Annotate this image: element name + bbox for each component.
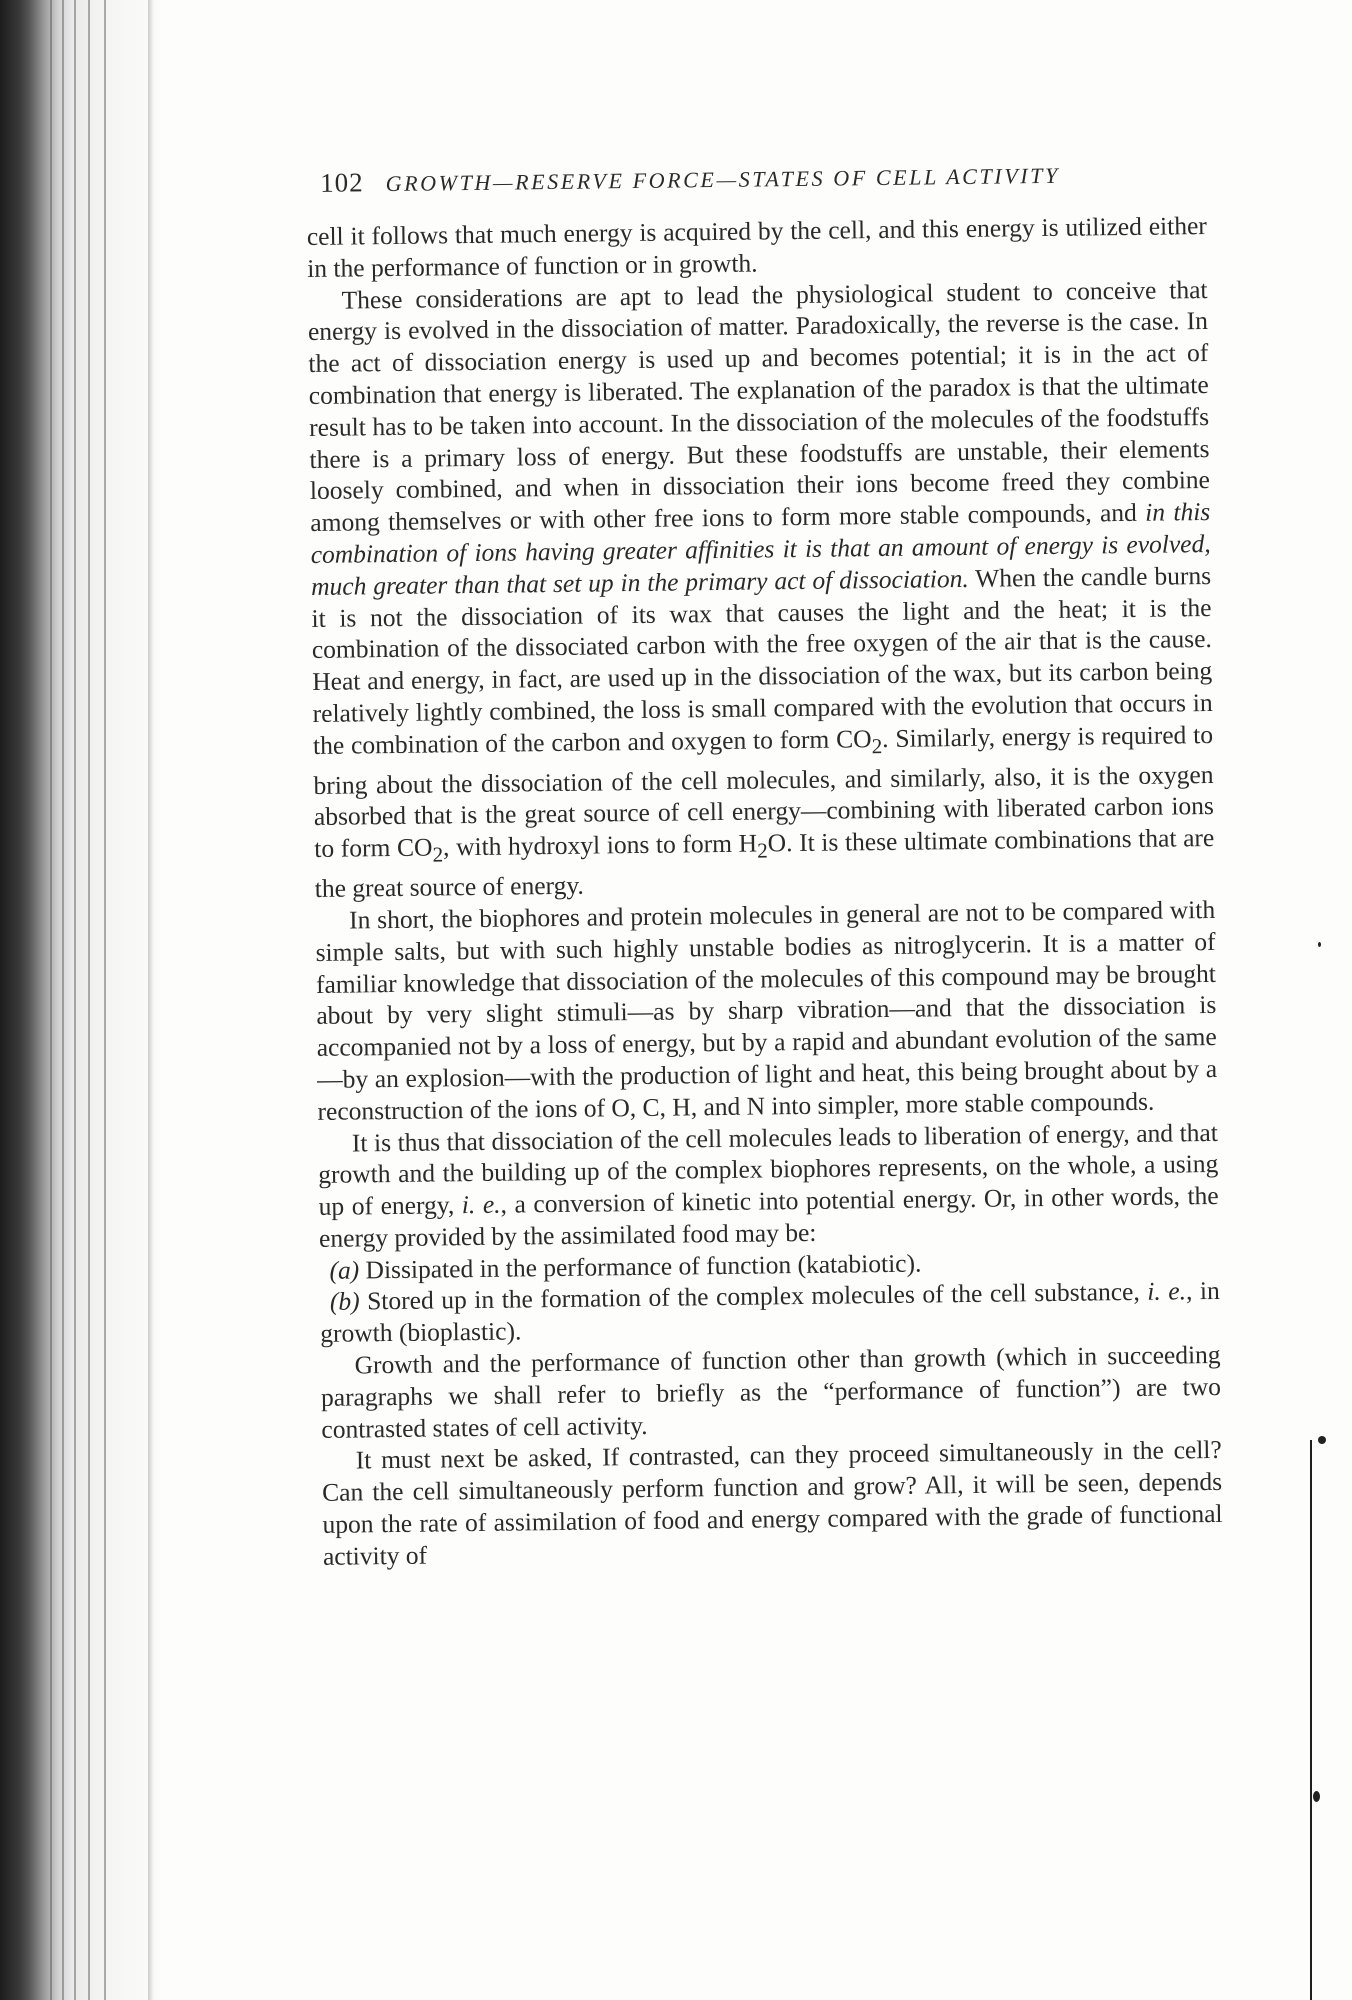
page-edge-line (88, 0, 90, 2000)
page-edge-line (62, 0, 64, 2000)
gutter-shadow (148, 0, 154, 2000)
formula-h2o: H (738, 828, 758, 858)
text-run: Stored up in the formation of the complex molecules of the cell substance, (359, 1277, 1148, 1316)
emphasis-text: i. e. (1147, 1276, 1187, 1307)
list-label: (b) (329, 1286, 360, 1317)
page-number: 102 (319, 167, 364, 198)
running-title: GROWTH—RESERVE FORCE—STATES OF CELL ACTIVITY (385, 162, 1061, 197)
list-item-b (320, 1275, 1221, 1350)
text-run: These considerations are apt to lead the physiological student to conceive that energy is evolved in the dissociation of matter. Paradoxically, the reverse is the case. In the act of dissociation energy is used up and becomes potential; it is in the act of combination that energy is liberated. The explanation of the paradox is that the ultimate result has to be taken into account. In the dissociation of the molecules of the foodstuffs there is a primary loss of energy. But these foodstuffs are unstable, their elements loosely combined, and when in dissociation their ions become freed they combine among themselves or with other free ions to form more stable compounds, and (307, 274, 1211, 538)
text-run: . Similarly, energy is required to bring about the dissociation of the cell molecules, and similarly, also, it is the oxygen absorbed that is the great source of cell energy—combining with liberated carbon ions to form (313, 719, 1215, 864)
page-edges (0, 0, 160, 2000)
text-run: , a conversion of kinetic into potential energy. Or, in other words, the energy provided by the assimilated food may be: (318, 1181, 1219, 1253)
page-edge-line (74, 0, 76, 2000)
emphasis-text: in this combination of ions having greater affinities it is that an amount of energy is evolved, much greater than that set up in the primary act of dissociation. (310, 497, 1211, 601)
paragraph-2 (307, 274, 1215, 905)
text-run: , in growth (bioplastic). (320, 1276, 1220, 1349)
formula-co2: CO (835, 723, 872, 754)
text-run: Dissipated in the performance of function (katabiotic). (359, 1248, 922, 1285)
paragraph-5: Growth and the performance of function other than growth (which in succeeding paragraphs we shall refer to briefly as the “performance of function”) are two contrasted states of cell activity. (320, 1339, 1222, 1444)
page-edge-line (104, 0, 106, 2000)
paragraph-3: In short, the biophores and protein molecules in general are not to be compared with simple salts, but with such highly unstable bodies as nitroglycerin. It is a matter of familiar knowledge that dissociation of the molecules of this compound may be brought about by very slight stimuli—as by sharp vibration—and that the dissociation is accompanied not by a loss of energy, but by a rapid and abundant evolution of the same—by an explosion—with the production of light and heat, this being brought about by a reconstruction of the ions of O, C, H, and N into simpler, more stable compounds. (315, 894, 1218, 1126)
paragraph-6: It must next be asked, If contrasted, can they proceed simultaneously in the cell? Can the cell simultaneously perform function and grow? All, it will be seen, depends upon the rate of assimilation of food and energy compared with the grade of functional activity of (322, 1435, 1223, 1571)
subscript: 2 (432, 842, 444, 867)
text-run: . It is these ultimate combinations that are the great source of energy. (314, 823, 1215, 904)
text-run: When the candle burns it is not the dissociation of its wax that causes the light and the heat; it is the combination of the dissociated carbon with the free oxygen of the air that is the cause. Heat and energy, in fact, are used up in the dissociation of the wax, but its carbon being relatively lightly combined, the loss is small compared with the evolution that occurs in the combination of the carbon and oxygen to form (311, 560, 1213, 760)
right-edge-rule (1310, 1440, 1312, 2000)
list-label: (a) (329, 1255, 360, 1285)
running-head (320, 157, 1206, 199)
text-run: It is thus that dissociation of the cell molecules leads to liberation of energy, and that growth and the building up of the complex biophores represents, on the whole, a using up of energy, (318, 1117, 1219, 1222)
ink-speck (1313, 1791, 1320, 1802)
emphasis-text: i. e. (461, 1189, 501, 1220)
ink-speck (1318, 942, 1321, 947)
formula-co2: CO (396, 832, 433, 863)
body-text (307, 210, 1223, 1573)
page-edge-line (50, 0, 52, 2000)
paragraph-1: cell it follows that much energy is acquired by the cell, and this energy is utilized either in the performance of function or in growth. (306, 211, 1207, 283)
subscript: 2 (756, 838, 768, 863)
ink-speck (1318, 1436, 1326, 1444)
formula-h2o: O (767, 828, 787, 858)
paragraph-4 (318, 1116, 1219, 1254)
text-run: , with hydroxyl ions to form (442, 829, 739, 862)
book-page (306, 157, 1223, 1573)
subscript: 2 (871, 733, 883, 758)
